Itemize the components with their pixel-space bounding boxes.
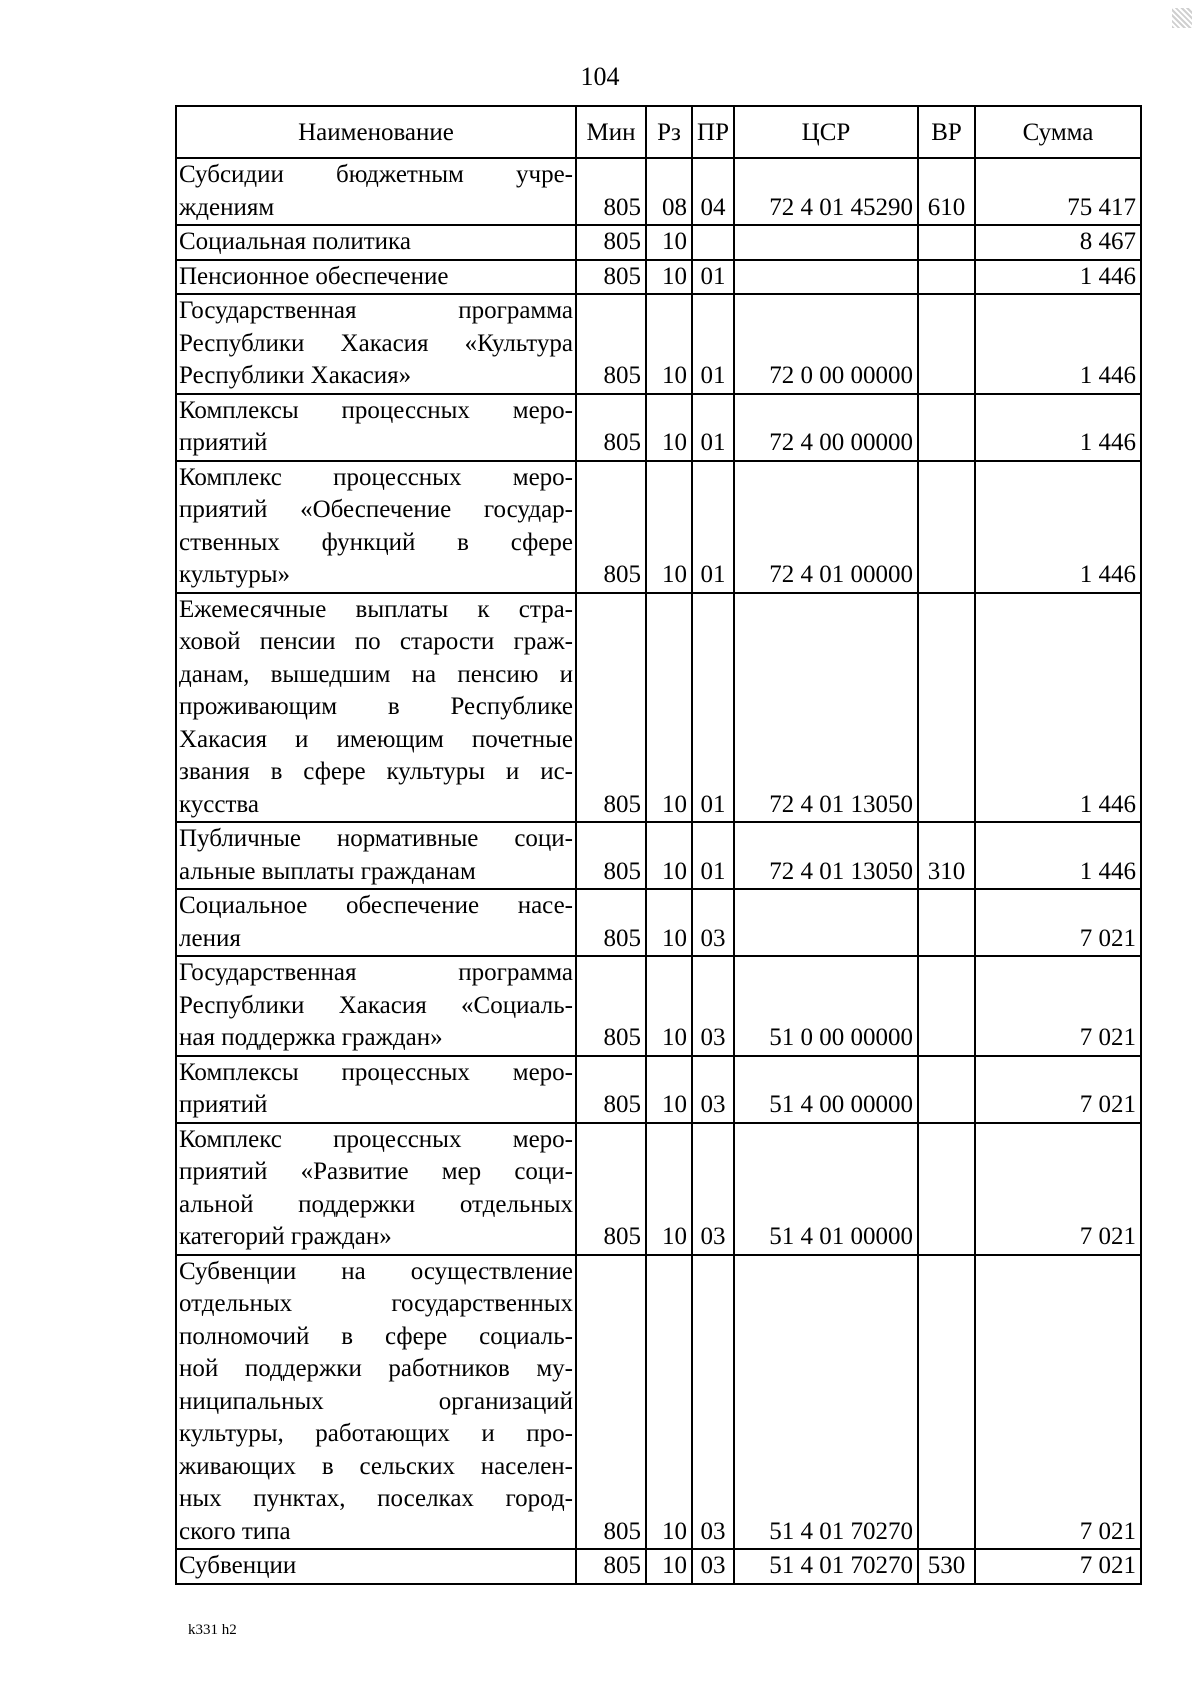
cell-vr (918, 1056, 975, 1123)
table-row (176, 1123, 1141, 1255)
cell-name (176, 822, 576, 889)
cell-pr: 01 (692, 294, 734, 394)
table-row (176, 394, 1141, 461)
cell-pr: 04 (692, 158, 734, 225)
cell-rz: 10 (646, 394, 692, 461)
cell-min: 805 (576, 1056, 646, 1123)
cell-name (176, 593, 576, 823)
cell-min: 805 (576, 158, 646, 225)
cell-name-line: Республики Хакасия «Социаль- (179, 991, 573, 1019)
cell-csr: 51 4 01 00000 (734, 1123, 918, 1255)
page-number: 104 (580, 62, 620, 91)
cell-min: 805 (576, 294, 646, 394)
cell-sum: 7 021 (975, 1056, 1141, 1123)
table-row (176, 461, 1141, 593)
cell-name-line: приятий «Обеспечение государ- (179, 496, 573, 523)
cell-pr: 03 (692, 1123, 734, 1255)
cell-csr (734, 260, 918, 295)
cell-name-line: кусства (179, 790, 259, 818)
cell-min: 805 (576, 889, 646, 956)
cell-sum: 7 021 (975, 889, 1141, 956)
cell-name-line: отдельных государственных (179, 1290, 573, 1317)
cell-name-line: Хакасия и имеющим почетные (179, 725, 573, 753)
cell-sum: 1 446 (975, 394, 1141, 461)
cell-csr: 51 4 01 70270 (734, 1549, 918, 1584)
cell-csr: 51 4 01 70270 (734, 1255, 918, 1550)
cell-rz: 10 (646, 1123, 692, 1255)
cell-csr: 72 4 01 00000 (734, 461, 918, 593)
cell-csr: 72 4 01 45290 (734, 158, 918, 225)
cell-rz: 10 (646, 225, 692, 260)
cell-name-line: Социальное обеспечение насе- (179, 892, 573, 919)
cell-rz: 10 (646, 1549, 692, 1584)
cell-sum: 1 446 (975, 260, 1141, 295)
cell-sum: 7 021 (975, 1255, 1141, 1550)
budget-table (175, 105, 1142, 1585)
cell-rz: 10 (646, 461, 692, 593)
cell-vr (918, 1123, 975, 1255)
cell-name-line: Комплексы процессных меро- (179, 1058, 573, 1086)
cell-name (176, 1549, 576, 1584)
header-name: Наименование (176, 106, 576, 158)
table-row (176, 225, 1141, 260)
cell-name (176, 1255, 576, 1550)
table-row (176, 956, 1141, 1056)
cell-name (176, 158, 576, 225)
cell-vr (918, 889, 975, 956)
cell-name-line: ных пунктах, поселках город- (179, 1485, 573, 1512)
header-sum: Сумма (975, 106, 1141, 158)
header-min: Мин (576, 106, 646, 158)
cell-vr (918, 956, 975, 1056)
cell-vr (918, 1255, 975, 1550)
cell-sum: 1 446 (975, 822, 1141, 889)
header-vr: ВР (918, 106, 975, 158)
cell-name-line: Республики Хакасия» (179, 362, 412, 389)
cell-name-line: Комплекс процессных меро- (179, 1125, 573, 1153)
cell-rz: 10 (646, 294, 692, 394)
cell-name-line: Пенсионное обеспечение (179, 262, 449, 290)
cell-vr (918, 593, 975, 823)
cell-name-line: приятий «Развитие мер соци- (179, 1158, 573, 1185)
table-row (176, 593, 1141, 823)
cell-min: 805 (576, 1255, 646, 1550)
cell-sum: 75 417 (975, 158, 1141, 225)
table-row (176, 1549, 1141, 1584)
cell-pr: 01 (692, 260, 734, 295)
cell-name-line: Республики Хакасия «Культура (179, 329, 573, 357)
cell-pr: 01 (692, 593, 734, 823)
cell-vr (918, 260, 975, 295)
cell-name-line: Комплекс процессных меро- (179, 463, 573, 491)
cell-vr (918, 225, 975, 260)
cell-name-line: Государственная программа (179, 297, 573, 324)
cell-name-line: категорий граждан» (179, 1223, 392, 1250)
cell-name-line: ховой пенсии по старости граж- (179, 628, 573, 655)
header-pr: ПР (692, 106, 734, 158)
cell-rz: 10 (646, 956, 692, 1056)
cell-sum: 7 021 (975, 956, 1141, 1056)
cell-min: 805 (576, 394, 646, 461)
cell-name-line: данам, вышедшим на пенсию и (179, 660, 573, 688)
cell-rz: 08 (646, 158, 692, 225)
cell-pr: 01 (692, 461, 734, 593)
cell-name-line: звания в сфере культуры и ис- (179, 758, 573, 785)
cell-name-line: Публичные нормативные соци- (179, 825, 573, 852)
cell-vr (918, 461, 975, 593)
cell-pr: 03 (692, 889, 734, 956)
cell-sum: 7 021 (975, 1549, 1141, 1584)
cell-name-line: Социальная политика (179, 228, 411, 255)
cell-name (176, 260, 576, 295)
cell-min: 805 (576, 260, 646, 295)
cell-csr: 51 0 00 00000 (734, 956, 918, 1056)
cell-name-line: ной поддержки работников му- (179, 1355, 573, 1382)
cell-rz: 10 (646, 822, 692, 889)
cell-min: 805 (576, 822, 646, 889)
cell-name-line: Субвенции (179, 1552, 297, 1579)
cell-name-line: ственных функций в сфере (179, 528, 573, 556)
cell-name-line: ления (179, 924, 241, 952)
cell-rz: 10 (646, 889, 692, 956)
cell-csr: 72 4 01 13050 (734, 593, 918, 823)
table-row (176, 158, 1141, 225)
cell-name-line: полномочий в сфере социаль- (179, 1322, 573, 1350)
cell-sum: 1 446 (975, 461, 1141, 593)
table-row (176, 260, 1141, 295)
cell-min: 805 (576, 1549, 646, 1584)
footer-code: k331 h2 (188, 1622, 237, 1638)
cell-name-line: альной поддержки отдельных (179, 1190, 573, 1218)
cell-sum: 8 467 (975, 225, 1141, 260)
cell-name-line: живающих в сельских населен- (179, 1452, 573, 1480)
header-csr: ЦСР (734, 106, 918, 158)
cell-rz: 10 (646, 1056, 692, 1123)
cell-min: 805 (576, 593, 646, 823)
cell-rz: 10 (646, 260, 692, 295)
cell-name-line: Субсидии бюджетным учре- (179, 161, 573, 188)
cell-rz: 10 (646, 1255, 692, 1550)
cell-min: 805 (576, 461, 646, 593)
cell-name (176, 294, 576, 394)
cell-csr (734, 889, 918, 956)
cell-name-line: Ежемесячные выплаты к стра- (179, 595, 573, 623)
header-rz: Рз (646, 106, 692, 158)
cell-name (176, 1123, 576, 1255)
cell-vr (918, 294, 975, 394)
cell-vr: 310 (918, 822, 975, 889)
table-header-row (176, 106, 1141, 158)
table-row (176, 294, 1141, 394)
cell-min: 805 (576, 1123, 646, 1255)
cell-name-line: альные выплаты гражданам (179, 857, 476, 885)
cell-pr (692, 225, 734, 260)
cell-vr: 530 (918, 1549, 975, 1584)
cell-csr (734, 225, 918, 260)
cell-pr: 03 (692, 1255, 734, 1550)
cell-name (176, 956, 576, 1056)
cell-name (176, 889, 576, 956)
table-row (176, 1255, 1141, 1550)
cell-name-line: проживающим в Республике (179, 693, 573, 720)
table-row (176, 822, 1141, 889)
cell-min: 805 (576, 225, 646, 260)
cell-pr: 01 (692, 394, 734, 461)
cell-name-line: Государственная программа (179, 959, 573, 986)
cell-name-line: приятий (179, 1091, 268, 1118)
cell-pr: 03 (692, 956, 734, 1056)
cell-sum: 1 446 (975, 593, 1141, 823)
cell-vr (918, 394, 975, 461)
table-body (176, 158, 1141, 1584)
cell-name-line: культуры» (179, 561, 291, 588)
scan-corner-mark (1172, 8, 1192, 28)
cell-name-line: ждениям (179, 193, 275, 221)
cell-csr: 51 4 00 00000 (734, 1056, 918, 1123)
cell-pr: 03 (692, 1056, 734, 1123)
cell-sum: 7 021 (975, 1123, 1141, 1255)
cell-vr: 610 (918, 158, 975, 225)
cell-name (176, 394, 576, 461)
cell-name-line: Комплексы процессных меро- (179, 396, 573, 424)
cell-sum: 1 446 (975, 294, 1141, 394)
cell-csr: 72 4 01 13050 (734, 822, 918, 889)
cell-csr: 72 4 00 00000 (734, 394, 918, 461)
cell-name-line: ная поддержка граждан» (179, 1024, 443, 1051)
cell-min: 805 (576, 956, 646, 1056)
table-row (176, 1056, 1141, 1123)
cell-pr: 03 (692, 1549, 734, 1584)
cell-rz: 10 (646, 593, 692, 823)
cell-name-line: ского типа (179, 1517, 291, 1545)
cell-name-line: Субвенции на осуществление (179, 1257, 573, 1285)
cell-name-line: ниципальных организаций (179, 1387, 573, 1415)
table-row (176, 889, 1141, 956)
cell-name (176, 461, 576, 593)
cell-csr: 72 0 00 00000 (734, 294, 918, 394)
cell-name (176, 225, 576, 260)
cell-pr: 01 (692, 822, 734, 889)
cell-name-line: культуры, работающих и про- (179, 1420, 573, 1447)
cell-name-line: приятий (179, 429, 268, 456)
cell-name (176, 1056, 576, 1123)
